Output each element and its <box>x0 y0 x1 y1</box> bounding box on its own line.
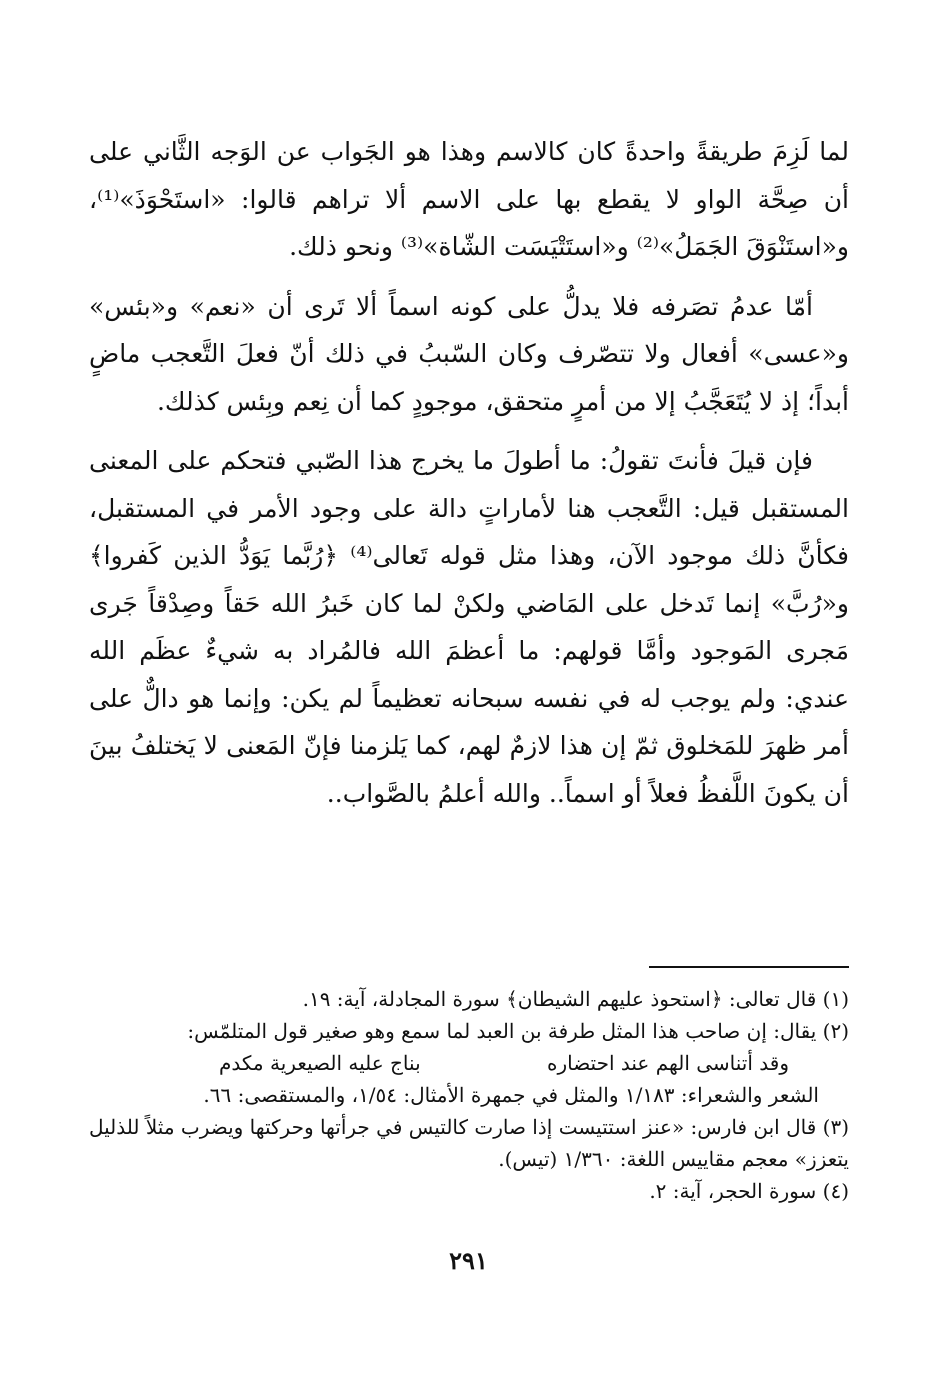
footnote-separator <box>649 966 849 968</box>
paragraph-2: أمّا عدمُ تصَرفه فلا يدلُّ على كونه اسماً ألا تَرى أن «نعم» و«بئس» و«عسى» أفعال ولا تتصّرف وكان السّببُ في ذلك أنّ فعلَ التَّعجب ماضٍ أبداً؛ إذ لا يُتَعَجَّبُ إلا من أمرٍ متحقق، موجودٍ كما أن نِعم وبِئس كذلك. <box>89 291 849 416</box>
verse-first-hemistich: وقد أتناسى الهم عند احتضاره <box>546 1051 789 1075</box>
page-number: ٢٩١ <box>449 1246 488 1275</box>
footnote-2-verse <box>89 1047 849 1079</box>
main-text <box>89 128 849 829</box>
footnote-2-source: الشعر والشعراء: ١/١٨٣ والمثل في جمهرة الأمثال: ١/٥٤، والمستقصى: ٦٦. <box>203 1083 819 1107</box>
footnote-2: (٢) يقال: إن صاحب هذا المثل طرفة بن العبد لما سمع وهو صغير قول المتلمّس: <box>187 1019 849 1043</box>
verse-second-hemistich: بناج عليه الصيعرية مكدم <box>219 1051 421 1075</box>
footnotes <box>89 983 849 1207</box>
footnote-3: (٣) قال ابن فارس: «عنز استتيست إذا صارت كالتيس في جرأتها وحركتها ويضرب مثلاً للذليل يتعزز» معجم مقاييس اللغة: ١/٣٦٠ (تيس). <box>89 1115 849 1171</box>
footnote-4: (٤) سورة الحجر، آية: ٢. <box>649 1179 849 1203</box>
paragraph-3: فإن قيلَ فأنتَ تقولُ: ما أطولَ ما يخرج هذا الصّبي فتحكم على المعنى المستقبل قيل: التَّعجب هنا لأماراتٍ دالة على وجود الأمر في المستقبل، فكأنَّ ذلك موجود الآن، وهذا مثل قوله تَعالى⁽⁴⁾ ﴿رُبَّما يَوَدُّ الذين كَفروا﴾ و«رُبَّ» إنما تَدخل على المَاضي ولكنْ لما كان خَبرُ الله حَقاً وصِدْقاً جَرى مَجرى المَوجود وأمَّا قولهم: ما أعظمَ الله فالمُراد به شيءٌ عظَم الله عندي: ولم يوجب له في نفسه سبحانه تعظيماً لم يكن: وإنما هو دالٌّ على أمر ظهرَ للمَخلوق ثمّ إن هذا لازمٌ لهم، كما يَلزمنا فإنّ المَعنى لا يَختلفُ بينَ أن يكونَ اللَّفظُ فعلاً أو اسماً.. والله أعلمُ بالصَّواب.. <box>89 446 849 808</box>
footnote-1: (١) قال تعالى: ﴿استحوذ عليهم الشيطان﴾ سورة المجادلة، آية: ١٩. <box>302 987 849 1011</box>
paragraph-1: لما لَزِمَ طريقةً واحدةً كان كالاسم وهذا هو الجَواب عن الوَجه الثَّاني على أن صِحَّة الواو لا يقطع بها على الاسم ألا تراهم قالوا: «استَحْوَذَ»⁽¹⁾، و«استَنْوَقَ الجَمَلُ»⁽²⁾ و«استَتْيَسَت الشّاة»⁽³⁾ ونحو ذلك. <box>89 137 849 261</box>
